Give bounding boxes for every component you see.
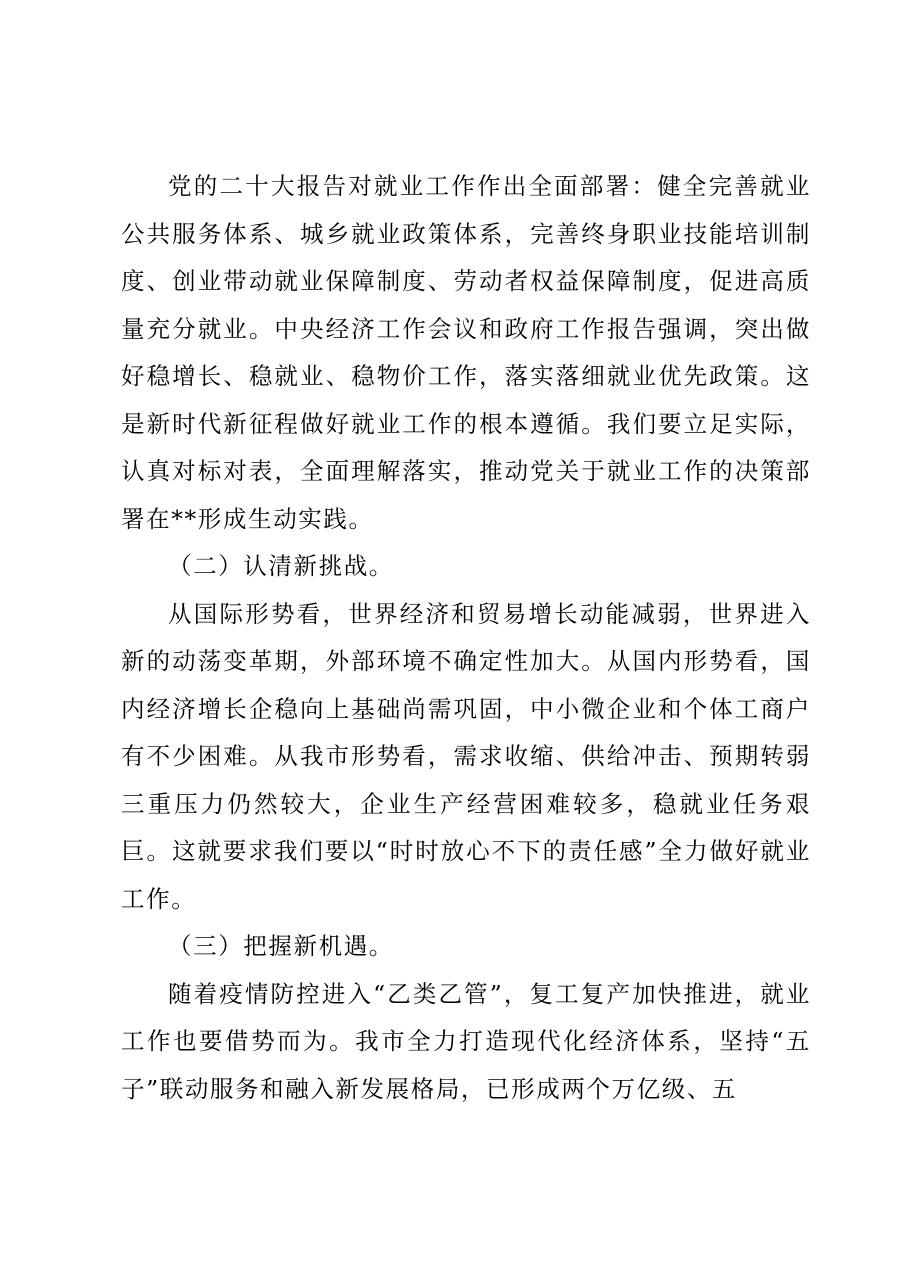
section-heading-new-challenges: （二）认清新挑战。: [168, 552, 394, 580]
document-body: [121, 163, 811, 1113]
paragraph-opportunities: 随着疫情防控进入“乙类乙管”，复工复产加快推进，就业工作也要借势而为。我市全力打造现代化经济体系，坚持“五子”联动服务和融入新发展格局，已形成两个万亿级、五: [121, 979, 811, 1103]
paragraph-employment-deployment: 党的二十大报告对就业工作作出全面部署：健全完善就业公共服务体系、城乡就业政策体系，完善终身职业技能培训制度、创业带动就业保障制度、劳动者权益保障制度，促进高质量充分就业。中央经济工作会议和政府工作报告强调，突出做好稳增长、稳就业、稳物价工作，落实落细就业优先政策。这是新时代新征程做好就业工作的根本遵循。我们要立足实际，认真对标对表，全面理解落实，推动党关于就业工作的决策部署在**形成生动实践。: [121, 172, 811, 533]
paragraph-challenges: 从国际形势看，世界经济和贸易增长动能减弱，世界进入新的动荡变革期，外部环境不确定性加大。从国内形势看，国内经济增长企稳向上基础尚需巩固，中小微企业和个体工商户有不少困难。从我市形势看，需求收缩、供给冲击、预期转弱三重压力仍然较大，企业生产经营困难较多，稳就业任务艰巨。这就要求我们要以“时时放心不下的责任感”全力做好就业工作。: [121, 599, 811, 913]
section-heading-new-opportunities: （三）把握新机遇。: [168, 932, 394, 960]
